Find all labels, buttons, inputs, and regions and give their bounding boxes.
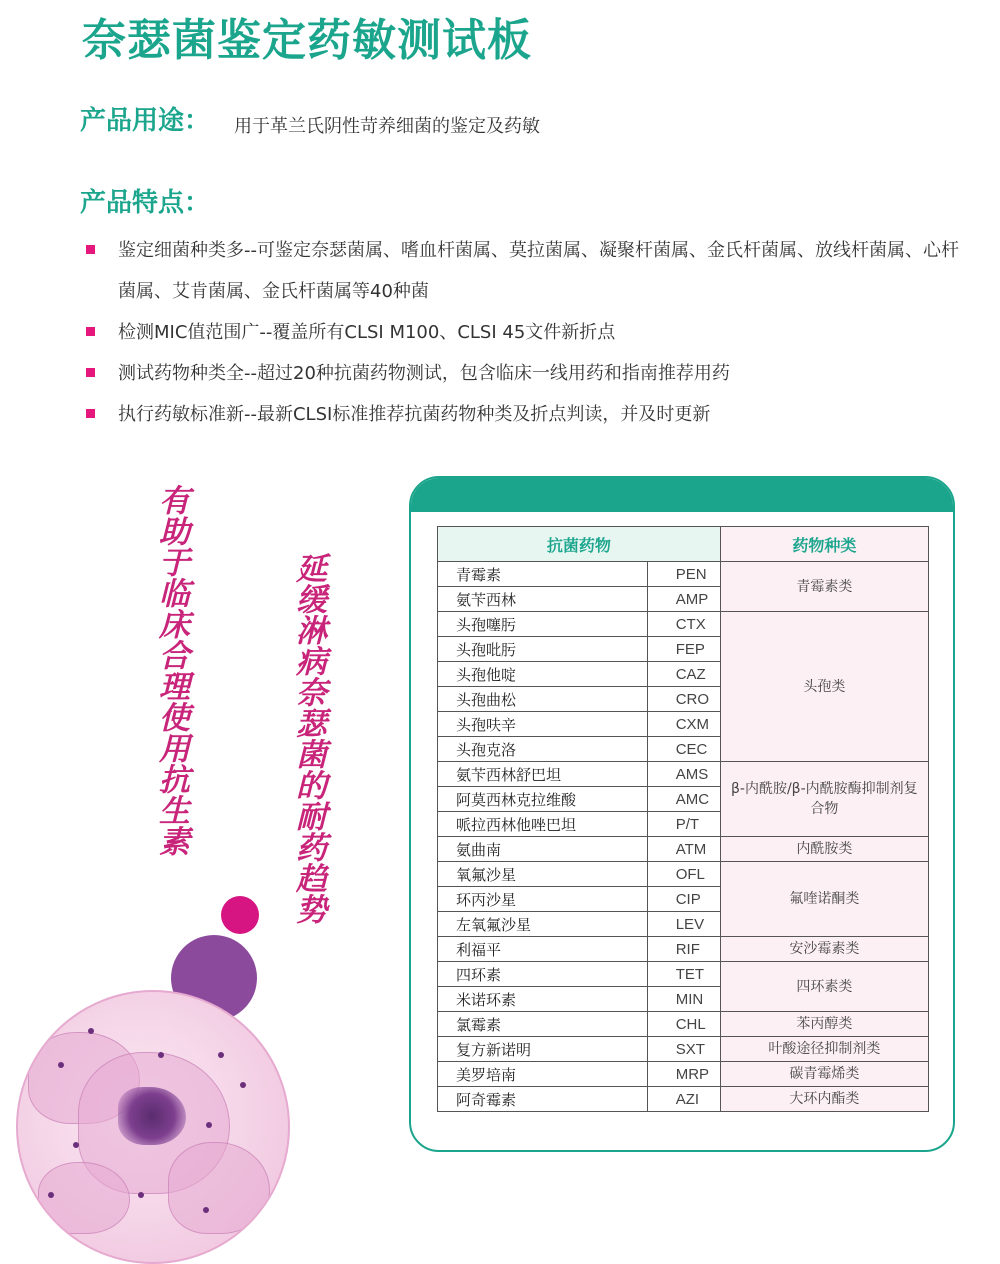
drug-category: 头孢类: [720, 612, 928, 762]
drug-abbr: FEP: [647, 637, 720, 662]
drug-abbr: CAZ: [647, 662, 720, 687]
header-antibiotic: 抗菌药物: [438, 527, 721, 562]
drug-abbr: SXT: [647, 1037, 720, 1062]
drug-name: 头孢克洛: [438, 737, 648, 762]
drug-abbr: OFL: [647, 862, 720, 887]
drug-category: 氟喹诺酮类: [720, 862, 928, 937]
table-row: [438, 1037, 929, 1062]
stain-speck: [158, 1052, 164, 1058]
stain-speck: [73, 1142, 79, 1148]
feature-item: [86, 394, 966, 435]
drug-abbr: P/T: [647, 812, 720, 837]
cell-shape: [38, 1162, 130, 1234]
stain-speck: [88, 1028, 94, 1034]
stain-speck: [206, 1122, 212, 1128]
feature-item: [86, 353, 966, 394]
bullet-square-icon: [86, 327, 95, 336]
drug-category: 内酰胺类: [720, 837, 928, 862]
drug-name: 美罗培南: [438, 1062, 648, 1087]
drug-abbr: MRP: [647, 1062, 720, 1087]
feature-list: [86, 230, 966, 435]
drug-abbr: CEC: [647, 737, 720, 762]
drug-name: 环丙沙星: [438, 887, 648, 912]
drug-name: 哌拉西林他唑巴坦: [438, 812, 648, 837]
stain-speck: [240, 1082, 246, 1088]
table-row: [438, 962, 929, 987]
drug-abbr: CXM: [647, 712, 720, 737]
feature-text: 鉴定细菌种类多--可鉴定奈瑟菌属、嗜血杆菌属、莫拉菌属、凝聚杆菌属、金氏杆菌属、放线杆菌属、心杆菌属、艾肯菌属、金氏杆菌属等40种菌: [118, 240, 959, 302]
drug-category: β-内酰胺/β-内酰胺酶抑制剂复合物: [720, 762, 928, 837]
usage-text: 用于革兰氏阴性苛养细菌的鉴定及药敏: [234, 116, 540, 137]
drug-abbr: TET: [647, 962, 720, 987]
drug-name: 氧氟沙星: [438, 862, 648, 887]
table-row: [438, 937, 929, 962]
table-row: [438, 612, 929, 637]
features-heading: 产品特点：: [80, 188, 211, 218]
drug-abbr: PEN: [647, 562, 720, 587]
feature-item: [86, 312, 966, 353]
table-header-row: [438, 527, 929, 562]
drug-name: 头孢曲松: [438, 687, 648, 712]
usage-heading: 产品用途：: [80, 106, 211, 136]
table-row: [438, 562, 929, 587]
drug-category: 碳青霉烯类: [720, 1062, 928, 1087]
drug-name: 头孢他啶: [438, 662, 648, 687]
bullet-square-icon: [86, 368, 95, 377]
drug-name: 复方新诺明: [438, 1037, 648, 1062]
drug-name: 四环素: [438, 962, 648, 987]
decorative-dot-magenta: [221, 896, 259, 934]
slogan-left: 有助于临床合理使用抗生素: [153, 484, 189, 856]
drug-abbr: LEV: [647, 912, 720, 937]
drug-abbr: CTX: [647, 612, 720, 637]
drug-category: 安沙霉素类: [720, 937, 928, 962]
stain-speck: [218, 1052, 224, 1058]
table-row: [438, 837, 929, 862]
drug-abbr: MIN: [647, 987, 720, 1012]
drug-abbr: CIP: [647, 887, 720, 912]
drug-name: 阿奇霉素: [438, 1087, 648, 1112]
feature-item: [86, 230, 966, 312]
bullet-square-icon: [86, 245, 95, 254]
cell-nucleus: [118, 1087, 186, 1145]
stain-speck: [138, 1192, 144, 1198]
stain-speck: [48, 1192, 54, 1198]
table-row: [438, 862, 929, 887]
stain-speck: [58, 1062, 64, 1068]
page-title: 奈瑟菌鉴定药敏测试板: [82, 15, 532, 66]
drug-name: 头孢吡肟: [438, 637, 648, 662]
drug-abbr: CHL: [647, 1012, 720, 1037]
drug-name: 头孢噻肟: [438, 612, 648, 637]
panel-header-band: [411, 478, 953, 512]
drug-abbr: AZI: [647, 1087, 720, 1112]
drug-name: 利福平: [438, 937, 648, 962]
drug-abbr: CRO: [647, 687, 720, 712]
feature-text: 执行药敏标准新--最新CLSI标准推荐抗菌药物种类及折点判读，并及时更新: [118, 404, 711, 425]
bullet-square-icon: [86, 409, 95, 418]
table-row: [438, 1087, 929, 1112]
drug-category: 青霉素类: [720, 562, 928, 612]
drug-name: 氯霉素: [438, 1012, 648, 1037]
drug-abbr: ATM: [647, 837, 720, 862]
drug-table: [437, 526, 929, 1112]
table-row: [438, 1062, 929, 1087]
drug-abbr: RIF: [647, 937, 720, 962]
feature-text: 检测MIC值范围广--覆盖所有CLSI M100、CLSI 45文件新折点: [118, 322, 616, 343]
drug-name: 氨苄西林: [438, 587, 648, 612]
cell-shape: [168, 1142, 270, 1234]
drug-name: 左氧氟沙星: [438, 912, 648, 937]
drug-abbr: AMP: [647, 587, 720, 612]
drug-name: 阿莫西林克拉维酸: [438, 787, 648, 812]
slogan-right: 延缓淋病奈瑟菌的耐药趋势: [290, 552, 326, 924]
drug-name: 氨苄西林舒巴坦: [438, 762, 648, 787]
drug-abbr: AMS: [647, 762, 720, 787]
stain-speck: [203, 1207, 209, 1213]
microscope-image: [16, 990, 290, 1264]
drug-name: 青霉素: [438, 562, 648, 587]
drug-category: 大环内酯类: [720, 1087, 928, 1112]
feature-text: 测试药物种类全--超过20种抗菌药物测试，包含临床一线用药和指南推荐用药: [118, 363, 730, 384]
table-row: [438, 762, 929, 787]
drug-name: 米诺环素: [438, 987, 648, 1012]
header-category: 药物种类: [720, 527, 928, 562]
drug-name: 氨曲南: [438, 837, 648, 862]
table-row: [438, 1012, 929, 1037]
drug-abbr: AMC: [647, 787, 720, 812]
drug-name: 头孢呋辛: [438, 712, 648, 737]
drug-category: 苯丙醇类: [720, 1012, 928, 1037]
drug-category: 叶酸途径抑制剂类: [720, 1037, 928, 1062]
drug-category: 四环素类: [720, 962, 928, 1012]
